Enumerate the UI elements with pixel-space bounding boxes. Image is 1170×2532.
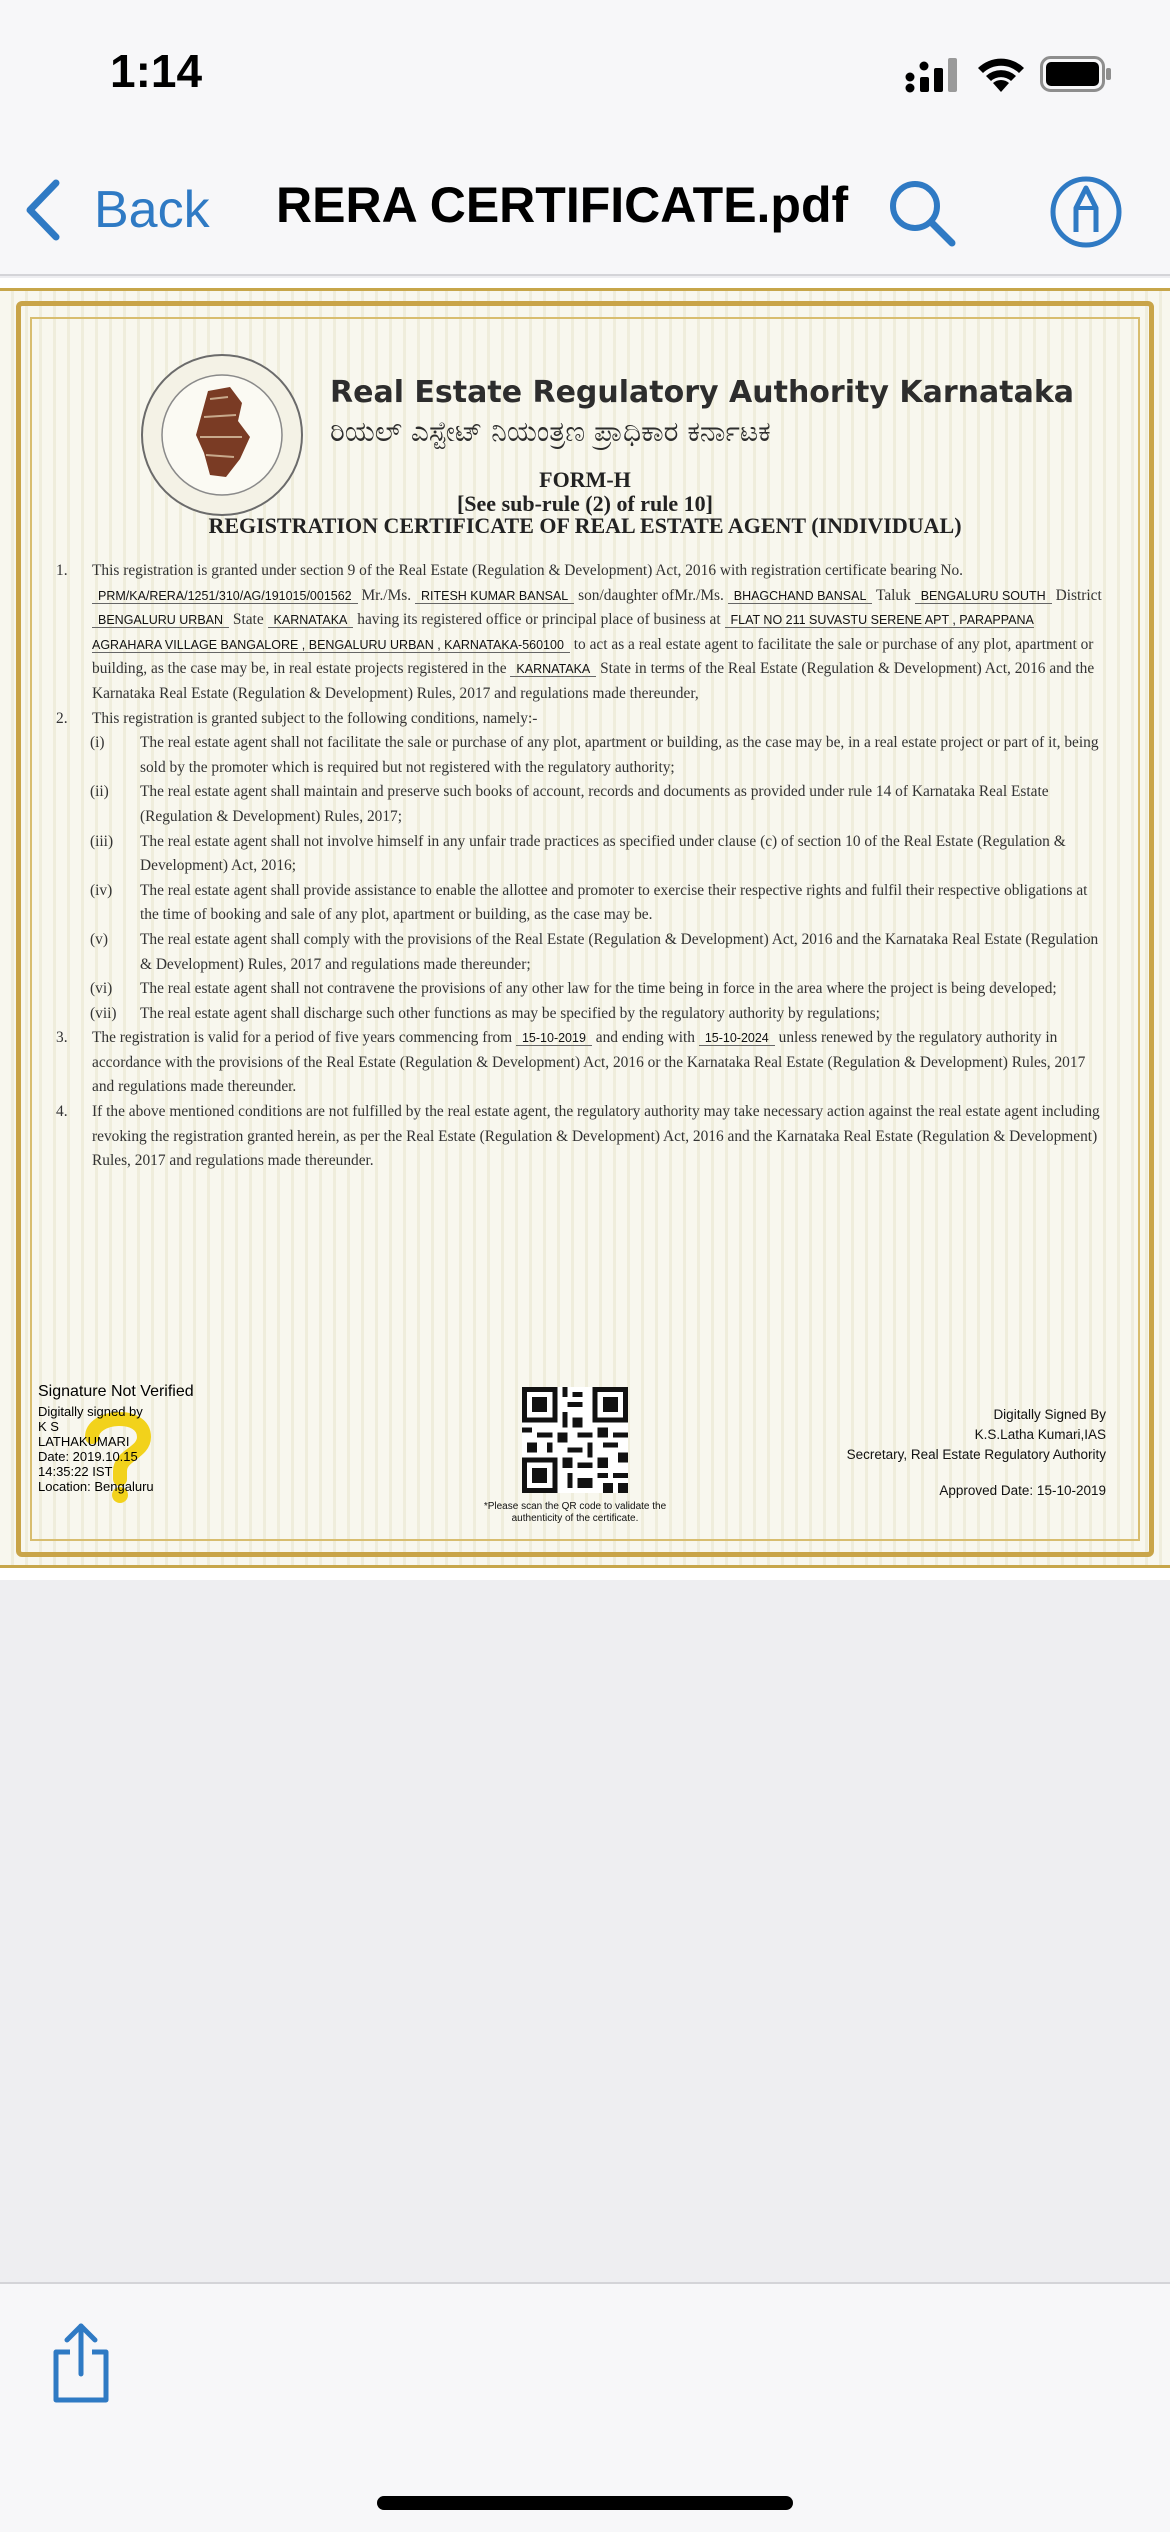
clause-text: The registration is valid for a period of five years commencing from [92,1029,513,1047]
signature-detail-line: K S [38,1419,59,1434]
condition-number: (iii) [90,832,114,850]
parent-name: BHAGCHAND BANSAL [728,589,873,604]
condition-number: (iv) [90,881,113,899]
clause-4 [56,1100,1106,1174]
condition-number: (vi) [90,980,113,998]
clause-text: If the above mentioned conditions are not fulfilled by the real estate agent, the regulatory authority may take necessary action against the real estate agent including revoking the registration granted herein, as per the Real Estate (Regulation & Development) Act, 2016 and the Karnataka Real Estate (Regulation & Development) Rules, 2017 and regulations made thereunder. [92,1103,1100,1170]
clause-number: 1. [56,562,68,579]
condition-item [56,731,1106,780]
form-rule: [See sub-rule (2) of rule 10] [456,491,713,516]
clause-text: State [232,611,264,629]
condition-item [56,928,1106,977]
authority-name-kannada: ರಿಯಲ್ ಎಸ್ಟೇಟ್ ನಿಯಂತ್ರಣ ಪ್ರಾಧಿಕಾರ ಕರ್ನಾಟಕ [330,415,771,448]
registration-number: PRM/KA/RERA/1251/310/AG/191015/001562 [92,589,358,604]
valid-from-date: 15-10-2019 [516,1031,592,1046]
qr-instruction: *Please scan the QR code to validate the authenticity of the certificate. [483,1501,667,1524]
state-value: KARNATAKA [268,613,354,628]
clause-text: State in terms of the Real Estate (Regulation & Development) Act, 2016 and the Karnataka Real Estate (Regulation & Development) Rules, 2017 and regulations made thereunder, [92,660,1095,702]
markup-icon[interactable] [1048,174,1124,250]
condition-number: (i) [90,734,105,752]
condition-item [56,977,1106,1002]
clause-text: son/daughter ofMr./Ms. [578,586,724,604]
condition-item [56,780,1106,829]
signature-detail-line: 14:35:22 IST [38,1464,113,1479]
status-bar [0,0,1170,150]
document-title: RERA CERTIFICATE.pdf [276,177,849,233]
clause-text: This registration is granted under section 9 of the Real Estate (Regulation & Development) Act, 2016 with registration certificate bearing No. [92,562,964,579]
signature-detail-line: Digitally signed by [38,1404,143,1419]
search-icon[interactable] [884,175,960,251]
authority-name-english: Real Estate Regulatory Authority Karnataka [330,375,1075,410]
condition-item [56,1002,1106,1027]
clause-number: 4. [56,1103,68,1121]
signature-detail-line: LATHAKUMARI [38,1434,130,1449]
condition-text: The real estate agent shall not facilitate the sale or purchase of any plot, apartment or building, as the case may be, in a real estate project or part of it, being sold by the promoter which is required but not registered with the regulatory authority; [140,734,1099,776]
condition-item [56,830,1106,879]
district-value: BENGALURU URBAN [92,613,229,628]
clause-text: having its registered office or principal place of business at [357,611,721,629]
back-label: Back [94,181,210,239]
bottom-toolbar [0,2282,1170,2532]
condition-number: (vii) [90,1004,117,1022]
clause-text: District [1055,586,1102,604]
clause-text: Taluk [876,586,911,604]
condition-number: (ii) [90,783,109,801]
signature-status: Signature Not Verified [38,1383,194,1400]
certificate-body [56,559,1106,1174]
clause-2 [56,707,1106,732]
condition-text: The real estate agent shall provide assistance to enable the allottee and promoter to exercise their respective rights and fulfil their respective obligations at the time of booking and sale of any plot, apartment or building, as the case may be. [140,881,1088,924]
pdf-viewer[interactable] [0,278,1170,1580]
signatory-line: Digitally Signed By [993,1407,1106,1422]
chevron-left-icon [22,177,64,243]
condition-text: The real estate agent shall comply with the provisions of the Real Estate (Regulation & Development) Act, 2016 and the Karnataka Real Estate (Regulation & Development) Rules, 2017 and regulations made thereunder; [140,930,1099,973]
signatory-line: Secretary, Real Estate Regulatory Authority [846,1447,1106,1462]
project-state: KARNATAKA [510,662,596,677]
clause-text: This registration is granted subject to the following conditions, namely:- [92,709,538,727]
form-heading: REGISTRATION CERTIFICATE OF REAL ESTATE AGENT (INDIVIDUAL) [208,513,962,538]
digital-signature-block[interactable] [38,1383,198,1494]
condition-number: (v) [90,930,108,948]
home-indicator [377,2496,793,2510]
clause-text: Mr./Ms. [361,586,412,604]
wifi-icon [976,54,1026,94]
signature-details [38,1404,198,1494]
approved-date: Approved Date: 15-10-2019 [939,1483,1106,1498]
qr-code-icon [522,1387,628,1493]
clause-number: 3. [56,1029,68,1047]
clause-text: and ending with [595,1029,695,1047]
taluk-value: BENGALURU SOUTH [915,589,1052,604]
condition-text: The real estate agent shall discharge such other functions as may be specified by the regulatory authority by regulations; [140,1004,880,1022]
condition-item [56,879,1106,928]
clause-3 [56,1026,1106,1100]
signatory-block [760,1405,1106,1465]
back-button[interactable] [22,170,210,250]
cellular-signal-icon [905,56,959,94]
business-address: FLAT NO 211 SUVASTU SERENE APT , PARAPPANA AGRAHARA VILLAGE BANGALORE , BENGALURU URBAN , KARNATAKA-560100 [92,613,1034,652]
form-title: FORM-H [539,467,631,492]
signatory-line: K.S.Latha Kumari,IAS [974,1427,1106,1442]
clause-number: 2. [56,709,68,727]
share-icon[interactable] [50,2322,112,2404]
valid-to-date: 15-10-2024 [699,1031,775,1046]
navigation-bar [0,150,1170,276]
certificate-page [0,288,1170,1568]
signature-detail-line: Location: Bengaluru [38,1479,154,1494]
clause-1 [56,559,1106,707]
clause-text: unless renewed by the regulatory authority in accordance with the provisions of the Real Estate (Regulation & Development) Act, 2016 or the Karnataka Real Estate (Regulation & Development) Rules, 2017 and regulations made thereunder. [92,1029,1086,1096]
condition-text: The real estate agent shall maintain and preserve such books of account, records and documents as provided under rule 14 of Karnataka Real Estate (Regulation & Development) Rules, 2017; [140,783,1049,825]
clause-text: to act as a real estate agent to facilitate the sale or purchase of any plot, apartment or building, as the case may be, in real estate projects registered in the [92,635,1094,678]
condition-text: The real estate agent shall not contravene the provisions of any other law for the time being in force in the area where the project is being developed; [140,980,1057,998]
condition-text: The real estate agent shall not involve himself in any unfair trade practices as specified under clause (c) of section 10 of the Real Estate (Regulation & Development) Act, 2016; [140,832,1066,875]
agent-name: RITESH KUMAR BANSAL [415,589,574,604]
signature-detail-line: Date: 2019.10.15 [38,1449,138,1464]
status-time: 1:14 [110,45,203,97]
battery-icon [1040,56,1112,92]
